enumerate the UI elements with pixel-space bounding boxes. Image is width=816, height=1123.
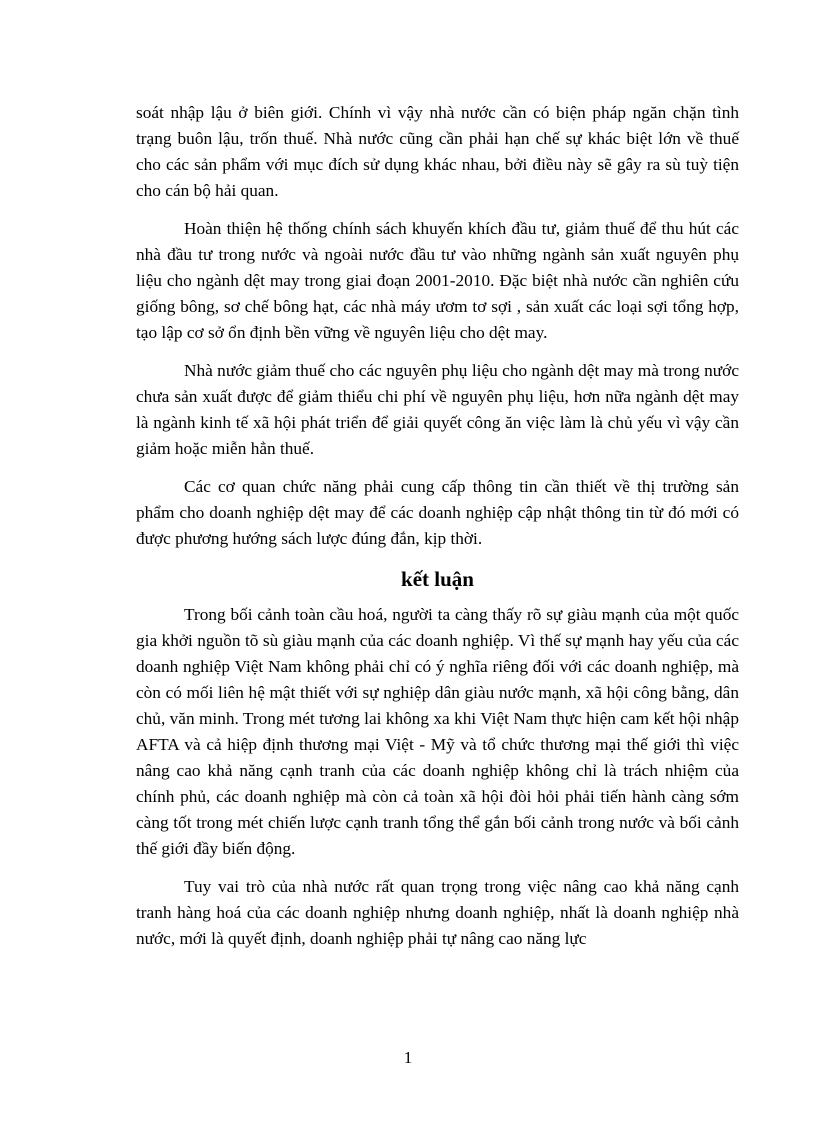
- paragraph-continuation: soát nhập lậu ở biên giới. Chính vì vậy nhà nước cần có biện pháp ngăn chặn tình trạng buôn lậu, trốn thuế. Nhà nước cũng cần phải hạn chế sự khác biệt lớn về thuế cho các sản phẩm với mục đích sử dụng khác nhau, bởi điều này sẽ gây ra sù tuỳ tiện cho cán bộ hải quan.: [136, 103, 739, 200]
- paragraph-investment-policy: Hoàn thiện hệ thống chính sách khuyến khích đầu tư, giảm thuế để thu hút các nhà đầu tư trong nước và ngoài nước đầu tư vào những ngành sản xuất nguyên phụ liệu cho ngành dệt may trong giai đoạn 2001-2010. Đặc biệt nhà nước cần nghiên cứu giống bông, sơ chế bông hạt, các nhà máy ươm tơ sợi , sản xuất các loại sợi tổng hợp, tạo lập cơ sở ổn định bền vững về nguyên liệu cho dệt may.: [136, 219, 739, 342]
- paragraph-globalization-context: Trong bối cảnh toàn cầu hoá, người ta càng thấy rõ sự giàu mạnh của một quốc gia khởi nguồn tõ sù giàu mạnh của các doanh nghiệp. Vì thế sự mạnh hay yếu của các doanh nghiệp Việt Nam không phải chỉ có ý nghĩa riêng đối với các doanh nghiệp, mà còn có mối liên hệ mật thiết với sự nghiệp dân giàu nước mạnh, xã hội công bằng, dân chủ, văn minh. Trong mét tương lai không xa khi Việt Nam thực hiện cam kết hội nhập AFTA và cả hiệp định thương mại Việt - Mỹ và tổ chức thương mại thế giới thì việc nâng cao khả năng cạnh tranh của các doanh nghiệp không chỉ là trách nhiệm của chính phủ, các doanh nghiệp mà còn cả toàn xã hội đòi hỏi phải tiến hành càng sớm càng tốt trong mét chiến lược cạnh tranh tổng thể gắn bối cảnh trong nước và bối cảnh thế giới đầy biến động.: [136, 605, 739, 858]
- paragraph-tax-reduction: Nhà nước giảm thuế cho các nguyên phụ liệu cho ngành dệt may mà trong nước chưa sản xuất được để giảm thiểu chi phí về nguyên phụ liệu, hơn nữa ngành dệt may là ngành kinh tế xã hội phát triển để giải quyết công ăn việc làm là chủ yếu vì vậy cần giảm hoặc miễn hẳn thuế.: [136, 361, 739, 458]
- section-heading-conclusion: kết luận: [401, 567, 474, 591]
- paragraph-market-information: Các cơ quan chức năng phải cung cấp thông tin cần thiết về thị trường sản phẩm cho doanh nghiệp dệt may để các doanh nghiệp cập nhật thông tin từ đó mới có được phương hướng sách lược đúng đắn, kịp thời.: [136, 477, 739, 548]
- paragraph-state-role: Tuy vai trò của nhà nước rất quan trọng trong việc nâng cao khả năng cạnh tranh hàng hoá của các doanh nghiệp nhưng doanh nghiệp, nhất là doanh nghiệp nhà nước, mới là quyết định, doanh nghiệp phải tự nâng cao năng lực: [136, 877, 739, 948]
- document-page: [136, 100, 739, 964]
- page-number: 1: [403, 1048, 413, 1067]
